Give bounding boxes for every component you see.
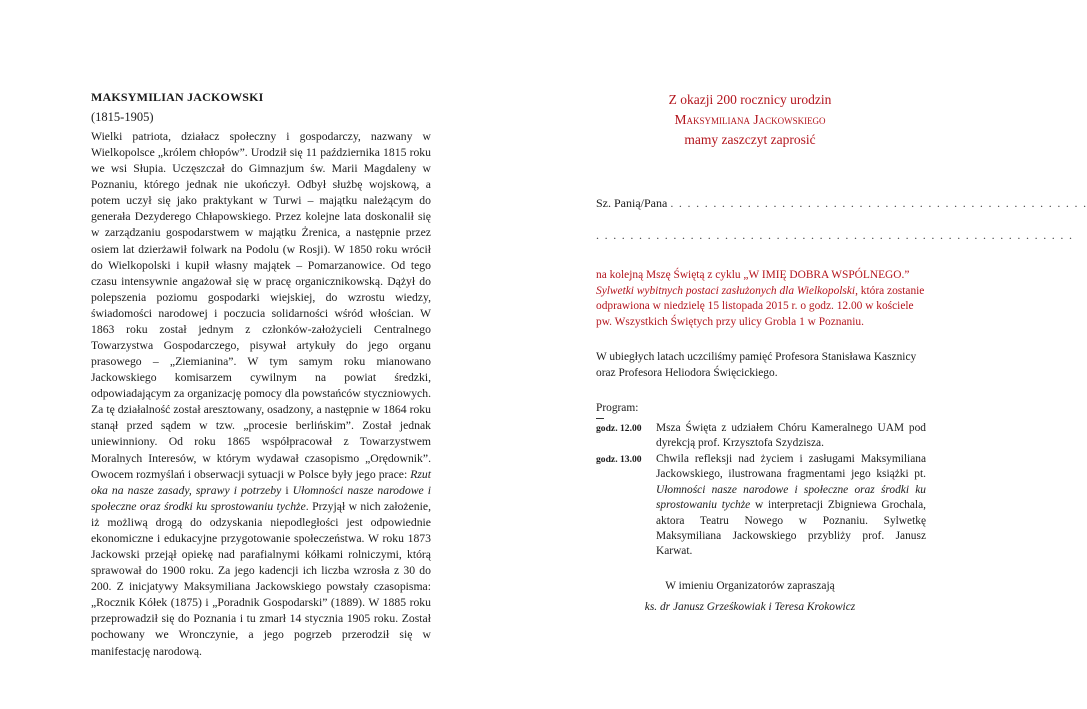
program-description: Msza Święta z udziałem Chóru Kameralnego UAM pod dyrekcją prof. Krzysztofa Szydzisza.	[656, 422, 926, 450]
cycle-intro: na kolejną Mszę Świętą z cyklu „W IMIĘ DOBRA WSPÓLNEGO.”	[596, 269, 910, 281]
cycle-rest: , która zostanie odprawiona w niedzielę 15 listopada 2015 r. o godz. 12.00 w kościele pw. Wszystkich Świętych przy ulicy Grobla 1 w Poznaniu.	[596, 284, 925, 328]
cycle-announcement	[596, 268, 926, 330]
addressee-line	[596, 196, 1087, 211]
program-time: godz. 13.00	[596, 454, 642, 465]
past-events: W ubiegłych latach uczciliśmy pamięć Profesora Stanisława Kasznicy oraz Profesora Heliodora Święcickiego.	[596, 351, 917, 379]
biography-years: (1815-1905)	[91, 110, 154, 124]
signature-intro: W imieniu Organizatorów zapraszają	[665, 580, 835, 592]
program-description	[656, 452, 926, 560]
program-text-before: Chwila refleksji nad życiem i zasługami Maksymiliana Jackowskiego, ilustrowana fragmentami jego książki pt.	[656, 453, 926, 481]
biography-connector: i	[281, 483, 293, 497]
addressee-dots-2: . . . . . . . . . . . . . . . . . . . . . . . . . . . . . . . . . . . . . . . . . . . . . . . . . . . . . . . .	[596, 228, 1074, 242]
invitation-heading-line1: Z okazji 200 rocznicy urodzin	[668, 92, 832, 107]
program-item	[596, 452, 926, 562]
left-page	[0, 0, 500, 709]
addressee-dots: . . . . . . . . . . . . . . . . . . . . . . . . . . . . . . . . . . . . . . . . . . . . . . . . .	[670, 196, 1087, 210]
addressee-line-2	[596, 228, 1074, 243]
invitation-heading	[595, 90, 905, 150]
biography-name: MAKSYMILIAN JACKOWSKI	[91, 90, 264, 104]
program-divider	[596, 418, 604, 419]
addressee-label: Sz. Panią/Pana	[596, 196, 668, 210]
program-item	[596, 421, 926, 453]
right-page	[500, 0, 1087, 709]
program-book-title: Ułomności nasze narodowe i społeczne oraz środki ku sprostowaniu tychże	[656, 483, 926, 512]
program-time: godz. 12.00	[596, 423, 642, 434]
biography-text-part1: Wielki patriota, działacz społeczny i gospodarczy, nazwany w Wielkopolsce „królem chłopów”. Urodził się 11 października 1815 roku we wsi Słupia. Uczęszczał do Gimnazjum św. Marii Magdaleny w Poznaniu, którego jednak nie ukończył. Odbył służbę wojskową, a potem uczył się jako praktykant w Turwi – majątku należącym do generała Dezyderego Chłapowskiego. Przez kolejne lata doskonalił się w zarządzaniu gospodarstwem w majątku Żrenica, a następnie przez osiem lat dzierżawił folwark na Podolu (w Rosji). W 1850 roku wrócił do Wielkopolski i kupił własny majątek – Pomarzanowice. Od tego czasu intensywnie angażował się w pracę organicznikowską. Dążył do polepszenia poziomu gospodarki wiejskiej, do wzrostu wiedzy, świadomości narodowej i poczucia solidarności wśród włościan. W 1863 roku został jednym z członków-założycieli Centralnego Towarzystwa Gospodarczego, pisywał artykuły do jego organu prasowego – „Ziemianina”. W tym samym roku mianowano Jackowskiego komisarzem cywilnym na powiat średzki, odpowiadającym za organizację pomocy dla powstańców styczniowych. Za tę działalność został aresztowany, osadzony, a następnie w 1864 roku stanął przed sądem w tzw. „procesie berlińskim”. Został jednak uniewinniony. Od roku 1865 współpracował z Towarzystwem Moralnych Interesów, w którym wydawał czasopismo „Orędownik”. Owocem rozmyślań i obserwacji sytuacji w Polsce były jego prace:	[91, 130, 431, 481]
biography-work-title-1: Rzut oka na nasze zasady, sprawy i potrzeby	[91, 467, 432, 497]
biography-work-title-2: Ułomności nasze narodowe i społeczne oraz środki ku sprostowaniu tychże	[91, 483, 432, 513]
biography-text	[91, 129, 431, 660]
invitation-heading-line3: mamy zaszczyt zaprosić	[684, 132, 816, 147]
program-label: Program:	[596, 402, 639, 414]
cycle-subtitle: Sylwetki wybitnych postaci zasłużonych dla Wielkopolski	[596, 284, 856, 297]
invitation-heading-line2: Maksymiliana Jackowskiego	[674, 112, 826, 127]
program-text-after: w interpretacji Zbigniewa Grochala, aktora Teatru Nowego w Poznaniu. Sylwetkę Maksymiliana Jackowskiego przybliży prof. Janusz Karwat.	[656, 499, 926, 558]
biography-text-part2: . Przyjął w nich założenie, iż możliwą drogą do odzyskania niepodległości jest odpowiednie ekonomiczne i edukacyjne przygotowanie społeczeństwa. W roku 1873 Jackowski przejął opiekę nad parafialnymi kółkami rolniczymi, którą sprawował do 1900 roku. Za jego kadencji ich liczba wzrosła z 30 do 200. Z inicjatywy Maksymiliana Jackowskiego powstały czasopisma: „Rocznik Kółek (1875) i „Poradnik Gospodarski” (1889). W 1885 roku przeprowadził się do Poznania i tu zmarł 14 stycznia 1905 roku. Został pochowany we Wronczynie, a jego pogrzeb przerodził się w manifestację narodową.	[91, 499, 431, 658]
signature-names: ks. dr Janusz Grześkowiak i Teresa Krokowicz	[644, 601, 856, 613]
